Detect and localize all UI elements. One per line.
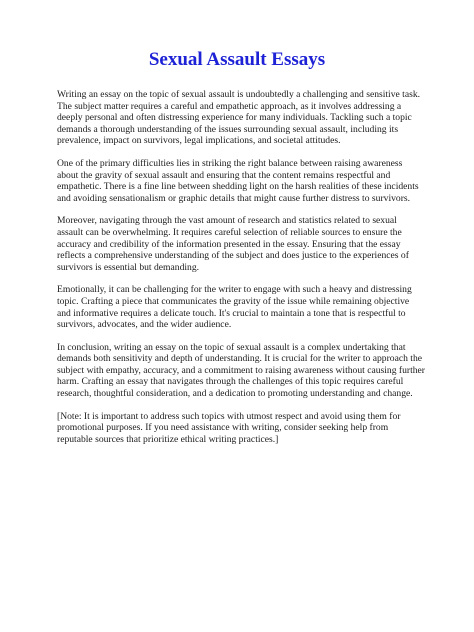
page-title: Sexual Assault Essays <box>148 49 326 70</box>
paragraph-conclusion: In conclusion, writing an essay on the topic of sexual assault is a complex undertaking that demands both sensitivity and depth of understanding. It is crucial for the writer to approach the subject with empathy, accuracy, and a commitment to raising awareness without causing further harm. Crafting an essay that navigates through the challenges of this topic requires careful research, thoughtful consideration, and a dedication to promoting understanding and change. <box>57 341 425 400</box>
paragraph-intro: Writing an essay on the topic of sexual assault is undoubtedly a challenging and sensitive task. The subject matter requires a careful and empathetic approach, as it involves addressing a deeply personal and often distressing experience for many individuals. Tackling such a topic demands a thorough understanding of the issues surrounding sexual assault, including its prevalence, impact on survivors, legal implications, and societal attitudes. <box>57 89 421 147</box>
paragraph-emotional: Emotionally, it can be challenging for the writer to engage with such a heavy and distressing topic. Crafting a piece that communicates the gravity of the issue while remaining objective and informative requires a delicate touch. It's crucial to maintain a tone that is respectful to survivors, advocates, and the wider audience. <box>57 284 412 331</box>
paragraph-note: [Note: It is important to address such topics with utmost respect and avoid using them for promotional purposes. If you need assistance with writing, consider seeking help from reputable sources that prioritize ethical writing practices.] <box>57 410 401 445</box>
paragraph-difficulties: One of the primary difficulties lies in striking the right balance between raising awareness about the gravity of sexual assault and ensuring that the content remains respectful and empathetic. There is a fine line between shedding light on the harsh realities of these incidents and avoiding sensationalism or graphic details that might cause further distress to survivors. <box>57 157 419 204</box>
paragraph-research: Moreover, navigating through the vast amount of research and statistics related to sexual assault can be overwhelming. It requires careful selection of reliable sources to ensure the accuracy and credibility of the information presented in the essay. Ensuring that the essay reflects a comprehensive understanding of the subject and does justice to the experiences of survivors is essential but demanding. <box>57 215 409 273</box>
document-body <box>57 89 425 456</box>
